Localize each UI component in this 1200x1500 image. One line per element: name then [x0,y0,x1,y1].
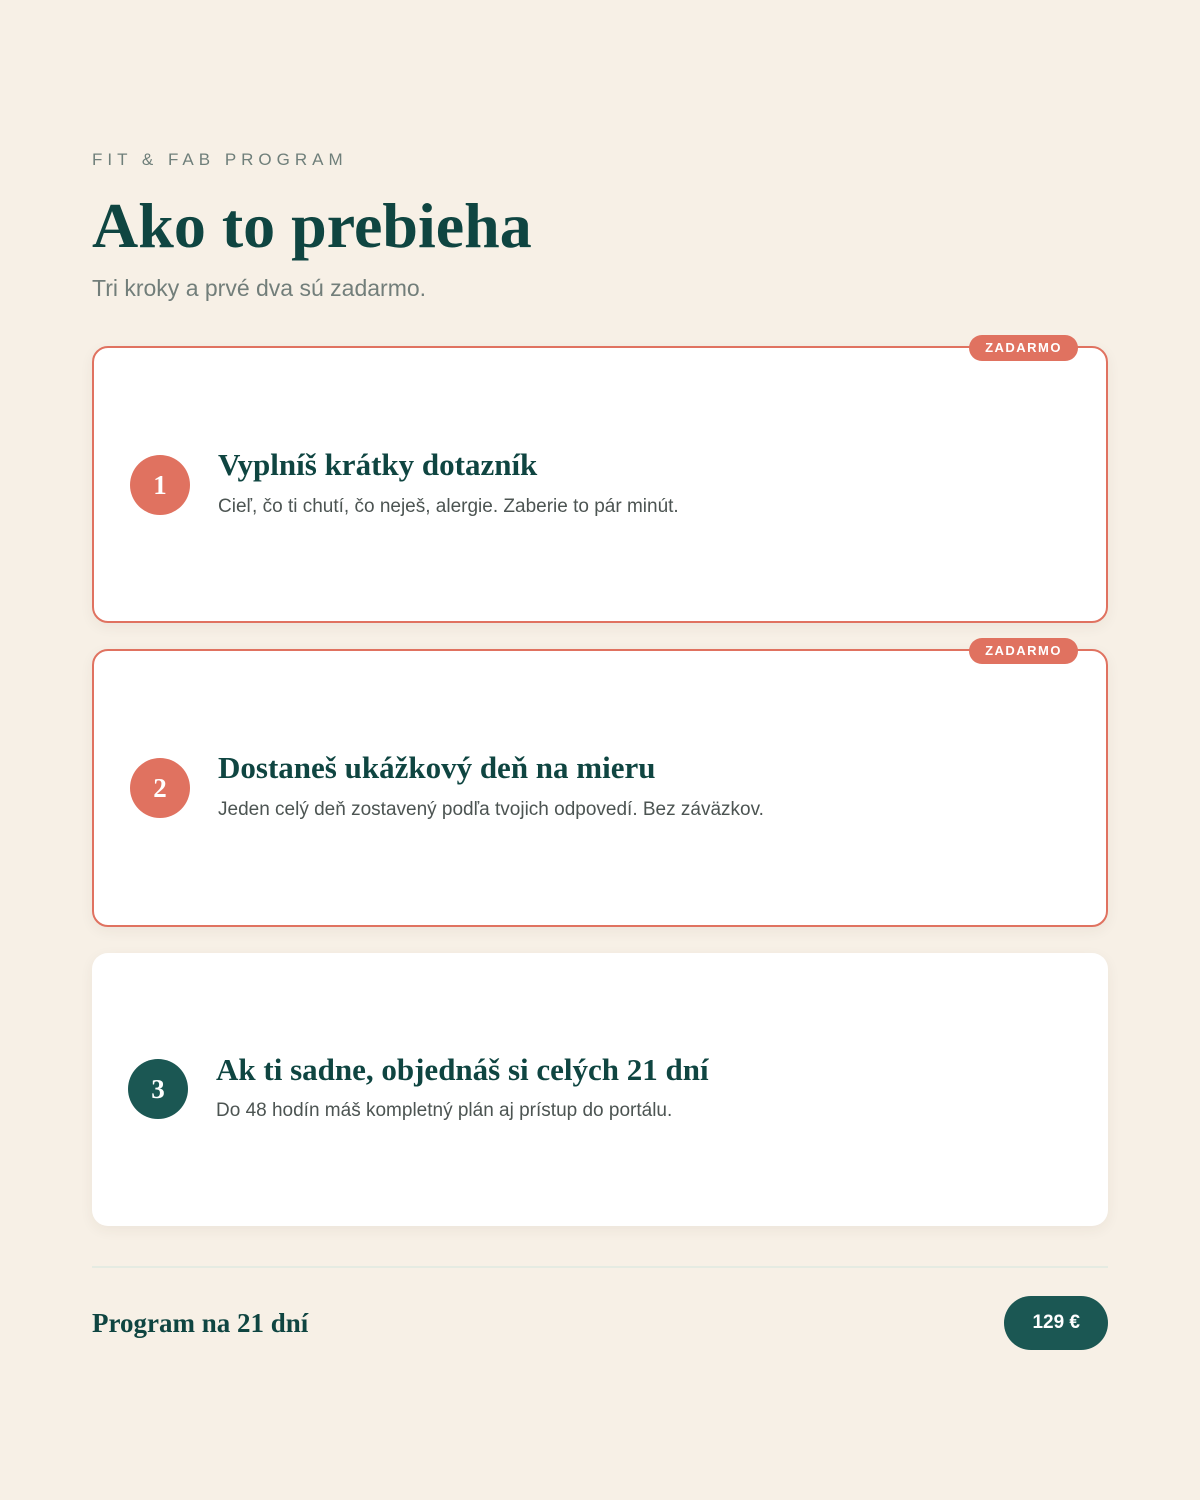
price-button[interactable]: 129 € [1004,1296,1108,1350]
page-title: Ako to prebieha [92,190,532,261]
page-subtitle: Tri kroky a prvé dva sú zadarmo. [92,275,427,301]
step-title-2: Dostaneš ukážkový deň na mieru [218,750,656,785]
free-badge: ZADARMO [969,335,1078,361]
step-card-1 [92,340,1108,623]
step-number-2: 2 [130,758,190,818]
program-eyebrow: FIT & FAB PROGRAM [92,150,348,169]
step-title-1: Vyplníš krátky dotazník [218,447,538,482]
step-number-1: 1 [130,455,190,515]
program-label: Program na 21 dní [92,1308,309,1338]
step-description-1: Cieľ, čo ti chutí, čo neješ, alergie. Zaberie to pár minút. [218,496,679,517]
step-title-3: Ak ti sadne, objednáš si celých 21 dní [216,1052,709,1087]
free-badge: ZADARMO [969,638,1078,664]
step-card-3 [92,953,1108,1226]
footer-divider [92,1266,1108,1268]
step-card-2 [92,643,1108,927]
step-number-3: 3 [128,1059,188,1119]
step-description-3: Do 48 hodín máš kompletný plán aj prístup do portálu. [216,1100,673,1121]
step-description-2: Jeden celý deň zostavený podľa tvojich odpovedí. Bez záväzkov. [218,799,764,820]
